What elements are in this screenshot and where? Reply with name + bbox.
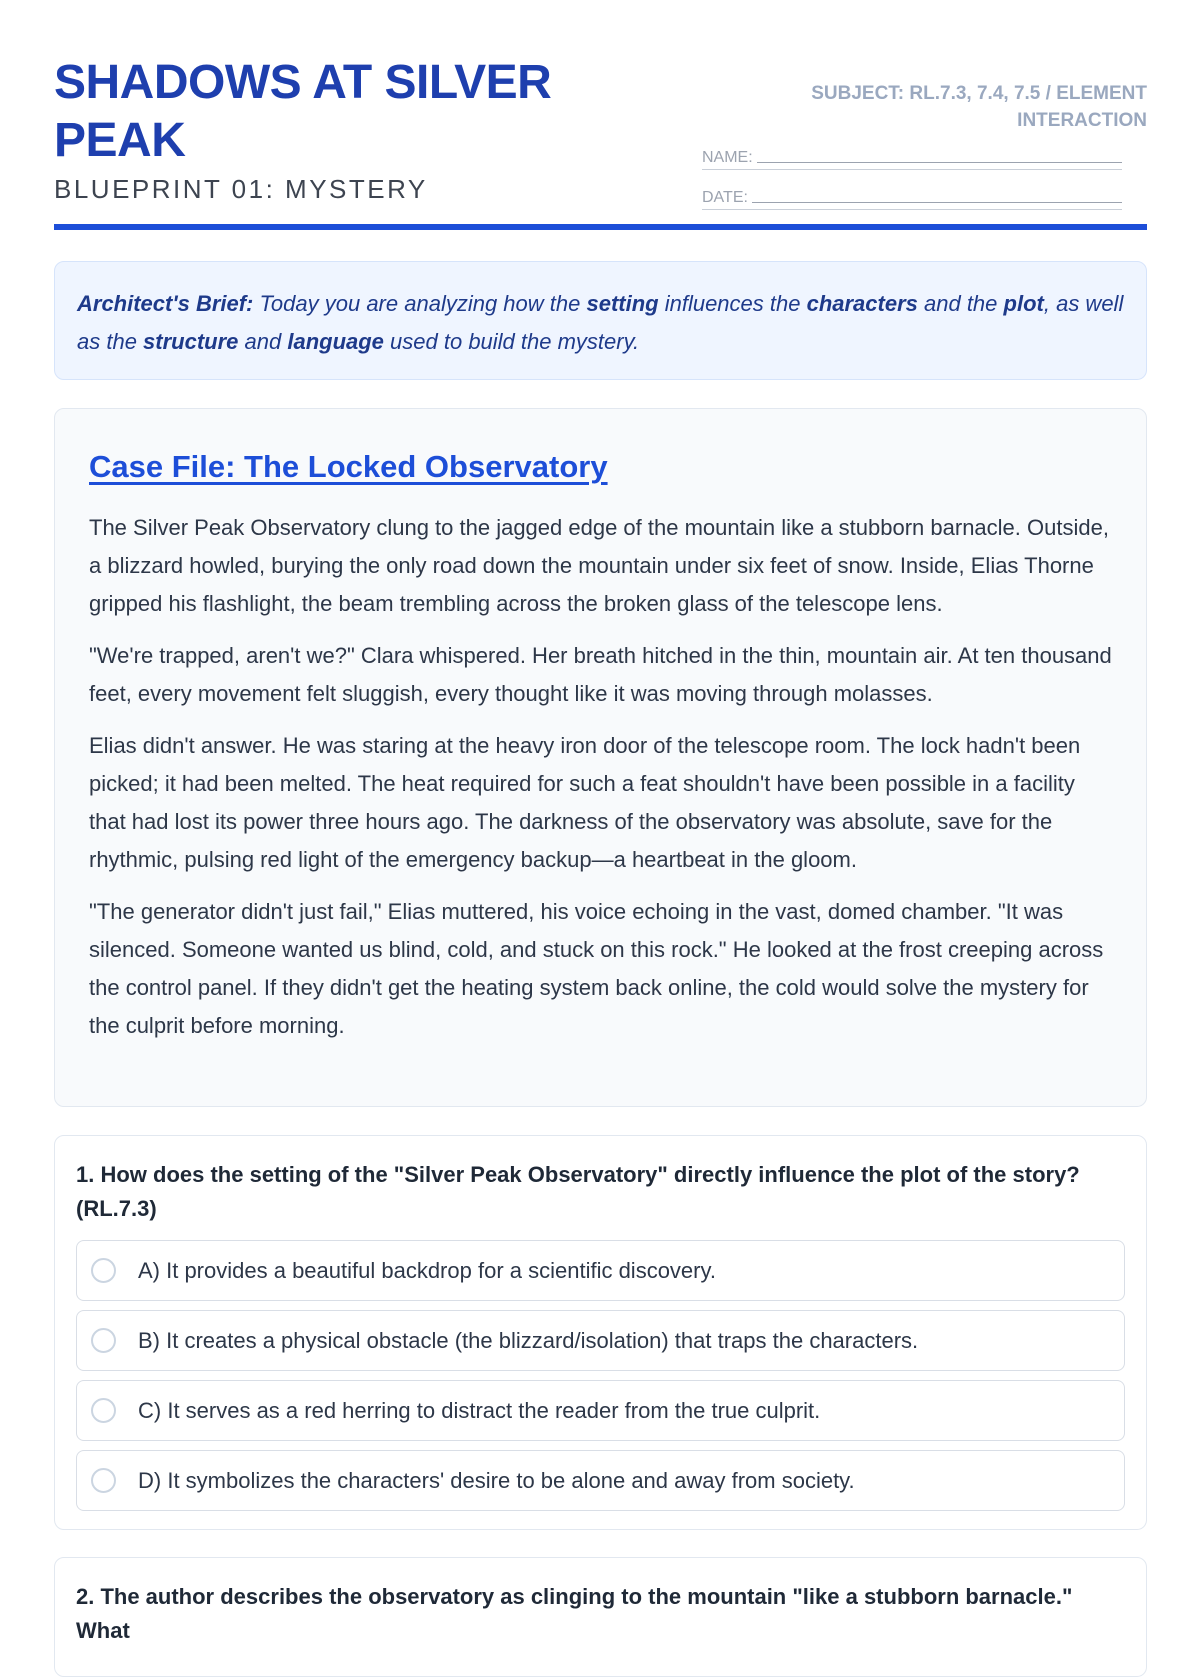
- option-label: B) It creates a physical obstacle (the blizzard/isolation) that traps the characters.: [138, 1327, 919, 1353]
- story-paragraph: The Silver Peak Observatory clung to the jagged edge of the mountain like a stubborn barnacle. Outside, a blizzard howled, burying the only road down the mountain under six feet of snow. Inside, Elias Thorne gripped his flashlight, the beam trembling across the broken glass of the telescope lens.: [89, 515, 1109, 616]
- brief-text-1: Today you are analyzing how the: [253, 291, 587, 316]
- date-field[interactable]: [702, 189, 1122, 210]
- name-label: NAME:: [702, 149, 753, 166]
- story-paragraph: Elias didn't answer. He was staring at the heavy iron door of the telescope room. The lock hadn't been picked; it had been melted. The heat required for such a feat shouldn't have been possible in a facility that had lost its power three hours ago. The darkness of the observatory was absolute, save for the rhythmic, pulsing red light of the emergency backup—a heartbeat in the gloom.: [89, 733, 1081, 872]
- subject-standards: SUBJECT: RL.7.3, 7.4, 7.5 / ELEMENT INTERACTION: [811, 83, 1147, 131]
- option-label: A) It provides a beautiful backdrop for a scientific discovery.: [138, 1257, 716, 1283]
- worksheet-subtitle: BLUEPRINT 01: MYSTERY: [54, 174, 428, 204]
- brief-text-4: , as well as the: [77, 291, 1124, 354]
- option-label: D) It symbolizes the characters' desire to be alone and away from society.: [138, 1467, 855, 1493]
- brief-keyword-language: language: [287, 329, 384, 354]
- brief-keyword-setting: setting: [586, 291, 659, 316]
- question-2-card: [54, 1557, 1147, 1677]
- brief-keyword-structure: structure: [143, 329, 239, 354]
- brief-keyword-plot: plot: [1003, 291, 1044, 316]
- story-paragraph: "The generator didn't just fail," Elias muttered, his voice echoing in the vast, domed chamber. "It was silenced. Someone wanted us blind, cold, and stuck on this rock." He looked at the frost creeping across the control panel. If they didn't get the heating system back online, the cold would solve the mystery for the culprit before morning.: [89, 899, 1104, 1038]
- case-file-title: Case File: The Locked Observatory: [89, 449, 608, 484]
- brief-keyword-characters: characters: [806, 291, 918, 316]
- story-text: [89, 509, 1112, 1045]
- brief-text-3: and the: [917, 291, 1004, 316]
- radio-circle-icon[interactable]: [91, 1398, 116, 1423]
- question-1-card: [54, 1135, 1147, 1530]
- date-line[interactable]: [752, 202, 1122, 203]
- architects-brief: [54, 261, 1147, 380]
- brief-label: Architect's Brief:: [77, 291, 254, 316]
- worksheet-header: [54, 54, 1147, 230]
- option-label: C) It serves as a red herring to distract the reader from the true culprit.: [138, 1397, 821, 1423]
- radio-circle-icon[interactable]: [91, 1468, 116, 1493]
- question-1-option-c[interactable]: [76, 1380, 1125, 1441]
- brief-text-2: influences the: [658, 291, 807, 316]
- question-1-option-a[interactable]: [76, 1240, 1125, 1301]
- brief-text-6: used to build the mystery.: [383, 329, 640, 354]
- question-2-text: 2. The author describes the observatory as clinging to the mountain "like a stubborn barnacle." What: [76, 1584, 1073, 1643]
- radio-circle-icon[interactable]: [91, 1328, 116, 1353]
- worksheet-title: SHADOWS AT SILVER PEAK: [54, 56, 552, 167]
- case-file-card: [54, 408, 1147, 1107]
- radio-circle-icon[interactable]: [91, 1258, 116, 1283]
- brief-text-5: and: [238, 329, 288, 354]
- question-1-option-d[interactable]: [76, 1450, 1125, 1511]
- date-label: DATE:: [702, 189, 748, 206]
- name-line[interactable]: [757, 162, 1122, 163]
- name-field[interactable]: [702, 149, 1122, 170]
- question-1-text: 1. How does the setting of the "Silver Peak Observatory" directly influence the plot of the story? (RL.7.3): [76, 1162, 1080, 1221]
- question-1-option-b[interactable]: [76, 1310, 1125, 1371]
- story-paragraph: "We're trapped, aren't we?" Clara whispered. Her breath hitched in the thin, mountain air. At ten thousand feet, every movement felt sluggish, every thought like it was moving through molasses.: [89, 643, 1112, 706]
